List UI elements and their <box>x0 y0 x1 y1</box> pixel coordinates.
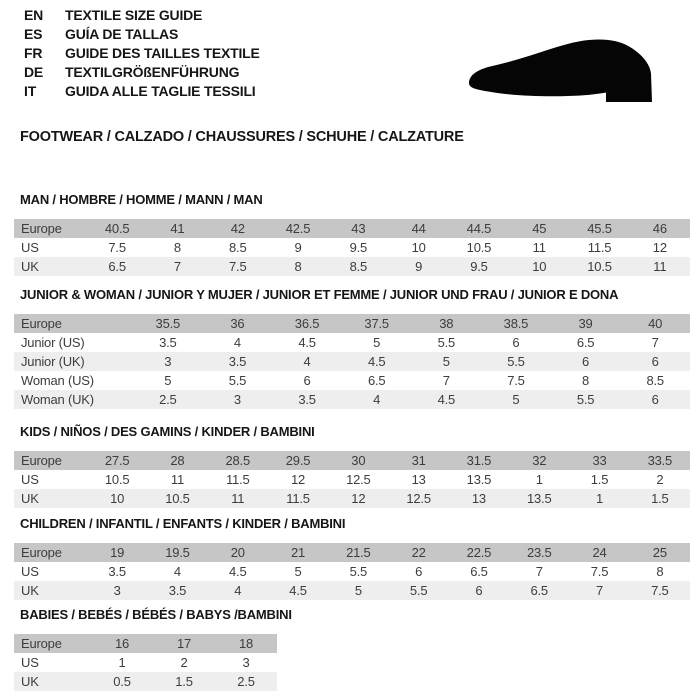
category-heading: FOOTWEAR / CALZADO / CHAUSSURES / SCHUHE / CALZATURE <box>20 129 464 145</box>
size-cell: 5.5 <box>388 581 448 600</box>
size-cell: 13 <box>411 472 426 487</box>
language-row <box>24 44 260 63</box>
size-cell: 10.5 <box>569 257 629 276</box>
size-table-row <box>14 470 690 489</box>
row-label: Woman (US) <box>21 373 94 388</box>
size-table-kids <box>14 451 690 508</box>
size-cell: 19.5 <box>147 543 207 562</box>
size-cell: 8 <box>656 564 664 579</box>
language-title: GUIDE DES TAILLES TEXTILE <box>65 45 260 61</box>
size-cell: 3.5 <box>272 390 342 409</box>
language-code: ES <box>24 26 43 42</box>
size-cell: 6 <box>415 564 423 579</box>
language-code: IT <box>24 83 37 99</box>
size-table-title: KIDS / NIÑOS / DES GAMINS / KINDER / BAMBINI <box>20 424 315 439</box>
row-label: Junior (US) <box>21 335 85 350</box>
size-cell: 6.5 <box>576 335 595 350</box>
size-cell: 6 <box>620 352 690 371</box>
size-cell: 20 <box>208 543 268 562</box>
size-cell: 7.5 <box>208 257 268 276</box>
size-cell: 11 <box>532 240 546 255</box>
size-cell: 40.5 <box>87 219 147 238</box>
size-cell: 3.5 <box>159 335 177 350</box>
size-cell: 1 <box>535 472 543 487</box>
size-cell: 43 <box>328 219 388 238</box>
size-cell: 46 <box>630 219 690 238</box>
size-cell: 2.5 <box>215 672 277 691</box>
size-cell: 6 <box>551 352 621 371</box>
size-cell: 6.5 <box>509 581 569 600</box>
size-cell: 33 <box>569 451 629 470</box>
size-table-babies <box>14 634 277 691</box>
size-cell: 5 <box>412 352 482 371</box>
size-table-man <box>14 219 690 276</box>
size-cell: 3 <box>203 390 273 409</box>
size-table-row <box>14 352 690 371</box>
size-table-title: CHILDREN / INFANTIL / ENFANTS / KINDER / BAMBINI <box>20 516 346 531</box>
size-cell: 1.5 <box>153 672 215 691</box>
size-cell: 9.5 <box>449 257 509 276</box>
size-cell: 7.5 <box>590 564 609 579</box>
size-cell: 16 <box>91 634 153 653</box>
size-cell: 10 <box>87 489 147 508</box>
size-cell: 28 <box>147 451 207 470</box>
size-cell: 0.5 <box>91 672 153 691</box>
size-cell: 1 <box>118 655 126 670</box>
row-label: Europe <box>14 634 91 653</box>
size-cell: 19 <box>87 543 147 562</box>
size-cell: 45.5 <box>569 219 629 238</box>
size-cell: 11.5 <box>268 489 328 508</box>
size-cell: 23.5 <box>509 543 569 562</box>
size-cell: 38.5 <box>481 314 551 333</box>
size-section-children <box>14 517 690 600</box>
size-cell: 8.5 <box>328 257 388 276</box>
size-cell: 5 <box>481 390 551 409</box>
language-title: TEXTILE SIZE GUIDE <box>65 7 203 23</box>
size-cell: 13 <box>449 489 509 508</box>
size-cell: 30 <box>328 451 388 470</box>
size-cell: 12 <box>291 472 306 487</box>
size-cell: 24 <box>569 543 629 562</box>
size-cell: 5.5 <box>481 352 551 371</box>
size-cell: 21.5 <box>328 543 388 562</box>
size-cell: 12.5 <box>346 472 371 487</box>
size-section-man <box>14 193 690 276</box>
size-cell: 2 <box>180 655 188 670</box>
size-cell: 3.5 <box>203 352 273 371</box>
language-title: GUIDA ALLE TAGLIE TESSILI <box>65 83 256 99</box>
language-title: GUÍA DE TALLAS <box>65 26 179 42</box>
size-cell: 3 <box>87 581 147 600</box>
size-cell: 8 <box>268 257 328 276</box>
size-cell: 5 <box>294 564 302 579</box>
size-cell: 25 <box>630 543 690 562</box>
row-label: Europe <box>14 451 87 470</box>
size-cell: 11.5 <box>587 240 612 255</box>
size-cell: 4.5 <box>229 564 247 579</box>
size-cell: 6 <box>620 390 690 409</box>
size-table-row <box>14 333 690 352</box>
size-cell: 6.5 <box>87 257 147 276</box>
size-cell: 4.5 <box>298 335 316 350</box>
size-cell: 4.5 <box>342 352 412 371</box>
size-cell: 7 <box>569 581 629 600</box>
language-row <box>24 63 260 82</box>
size-cell: 7.5 <box>630 581 690 600</box>
language-row <box>24 6 260 25</box>
size-table-row <box>14 238 690 257</box>
size-cell: 42.5 <box>268 219 328 238</box>
size-table-row <box>14 581 690 600</box>
size-cell: 18 <box>215 634 277 653</box>
size-cell: 6.5 <box>367 373 386 388</box>
size-cell: 7.5 <box>507 373 525 388</box>
row-label: US <box>21 472 39 487</box>
size-cell: 29.5 <box>268 451 328 470</box>
size-cell: 28.5 <box>208 451 268 470</box>
size-table-row <box>14 314 690 333</box>
size-cell: 3.5 <box>147 581 207 600</box>
language-list <box>24 6 260 101</box>
size-cell: 5 <box>164 373 172 388</box>
size-cell: 7 <box>442 373 450 388</box>
size-cell: 21 <box>268 543 328 562</box>
size-cell: 2 <box>656 472 664 487</box>
size-cell: 11.5 <box>225 472 250 487</box>
size-cell: 4 <box>342 390 412 409</box>
size-cell: 8.5 <box>229 240 247 255</box>
size-table-row <box>14 543 690 562</box>
size-cell: 9.5 <box>349 240 368 255</box>
size-cell: 10.5 <box>104 472 130 487</box>
size-cell: 31 <box>388 451 448 470</box>
size-cell: 4 <box>272 352 342 371</box>
size-table-row <box>14 562 690 581</box>
row-label: Europe <box>14 543 87 562</box>
size-table-row <box>14 672 277 691</box>
size-cell: 5 <box>373 335 381 350</box>
size-table-title: JUNIOR & WOMAN / JUNIOR Y MUJER / JUNIOR ET FEMME / JUNIOR UND FRAU / JUNIOR E DONA <box>20 287 619 302</box>
size-cell: 10 <box>509 257 569 276</box>
size-cell: 5.5 <box>228 373 247 388</box>
row-label: UK <box>14 672 91 691</box>
size-cell: 1.5 <box>630 489 690 508</box>
size-cell: 38 <box>412 314 482 333</box>
size-cell: 11 <box>208 489 268 508</box>
size-cell: 33.5 <box>630 451 690 470</box>
size-cell: 37.5 <box>342 314 412 333</box>
size-table-children <box>14 543 690 600</box>
size-cell: 44.5 <box>449 219 509 238</box>
size-cell: 41 <box>147 219 207 238</box>
size-cell: 11 <box>170 472 184 487</box>
size-cell: 39 <box>551 314 621 333</box>
size-cell: 42 <box>208 219 268 238</box>
size-table-row <box>14 451 690 470</box>
size-cell: 10.5 <box>466 240 492 255</box>
size-table-row <box>14 634 277 653</box>
size-table-title: BABIES / BEBÉS / BÉBÉS / BABYS /BAMBINI <box>20 607 292 622</box>
size-section-kids <box>14 425 690 508</box>
size-table-row <box>14 371 690 390</box>
row-label: Europe <box>14 219 87 238</box>
size-cell: 7 <box>147 257 207 276</box>
size-cell: 3 <box>242 655 250 670</box>
language-code: DE <box>24 64 44 80</box>
size-cell: 27.5 <box>87 451 147 470</box>
size-table-row <box>14 257 690 276</box>
size-cell: 4 <box>233 335 241 350</box>
size-cell: 3.5 <box>108 564 126 579</box>
size-cell: 5.5 <box>349 564 368 579</box>
size-cell: 6 <box>449 581 509 600</box>
size-cell: 10.5 <box>147 489 207 508</box>
size-cell: 4 <box>173 564 181 579</box>
size-cell: 9 <box>294 240 302 255</box>
size-cell: 10 <box>411 240 426 255</box>
size-cell: 5.5 <box>437 335 456 350</box>
size-cell: 3 <box>133 352 203 371</box>
row-label: Junior (UK) <box>14 352 133 371</box>
size-cell: 2.5 <box>133 390 203 409</box>
row-label: US <box>21 655 39 670</box>
size-cell: 5 <box>328 581 388 600</box>
size-cell: 9 <box>388 257 448 276</box>
size-cell: 6.5 <box>470 564 488 579</box>
row-label: UK <box>14 257 87 276</box>
size-cell: 5.5 <box>551 390 621 409</box>
size-table-row <box>14 489 690 508</box>
size-table-row <box>14 219 690 238</box>
size-cell: 12 <box>328 489 388 508</box>
size-cell: 7 <box>651 335 659 350</box>
size-cell: 22.5 <box>449 543 509 562</box>
shoe-silhouette-icon <box>460 34 670 113</box>
row-label: US <box>21 564 39 579</box>
size-cell: 31.5 <box>449 451 509 470</box>
size-section-junior <box>14 288 690 409</box>
language-code: FR <box>24 45 43 61</box>
size-cell: 4.5 <box>268 581 328 600</box>
size-cell: 35.5 <box>133 314 203 333</box>
size-cell: 36 <box>203 314 273 333</box>
size-cell: 8.5 <box>646 373 664 388</box>
size-cell: 36.5 <box>272 314 342 333</box>
size-cell: 44 <box>388 219 448 238</box>
size-cell: 4.5 <box>412 390 482 409</box>
size-cell: 7.5 <box>108 240 126 255</box>
size-cell: 6 <box>512 335 520 350</box>
size-cell: 22 <box>388 543 448 562</box>
size-cell: 17 <box>153 634 215 653</box>
size-cell: 13.5 <box>466 472 492 487</box>
language-row <box>24 82 260 101</box>
size-cell: 8 <box>582 373 590 388</box>
size-section-babies <box>14 608 292 691</box>
language-row <box>24 25 260 44</box>
size-cell: 7 <box>535 564 543 579</box>
size-table-title: MAN / HOMBRE / HOMME / MANN / MAN <box>20 192 263 207</box>
row-label: Europe <box>14 314 133 333</box>
size-cell: 1.5 <box>590 472 609 487</box>
size-cell: 13.5 <box>509 489 569 508</box>
size-cell: 45 <box>509 219 569 238</box>
size-cell: 11 <box>630 257 690 276</box>
size-table-junior <box>14 314 690 409</box>
size-cell: 12.5 <box>388 489 448 508</box>
size-cell: 4 <box>208 581 268 600</box>
size-table-row <box>14 390 690 409</box>
size-cell: 6 <box>303 373 311 388</box>
size-table-row <box>14 653 277 672</box>
row-label: US <box>21 240 39 255</box>
size-cell: 40 <box>620 314 690 333</box>
size-cell: 32 <box>509 451 569 470</box>
size-cell: 1 <box>569 489 629 508</box>
language-title: TEXTILGRÖßENFÜHRUNG <box>65 64 240 80</box>
language-code: EN <box>24 7 44 23</box>
row-label: UK <box>14 489 87 508</box>
size-cell: 8 <box>173 240 181 255</box>
row-label: Woman (UK) <box>14 390 133 409</box>
row-label: UK <box>14 581 87 600</box>
size-cell: 12 <box>652 240 667 255</box>
